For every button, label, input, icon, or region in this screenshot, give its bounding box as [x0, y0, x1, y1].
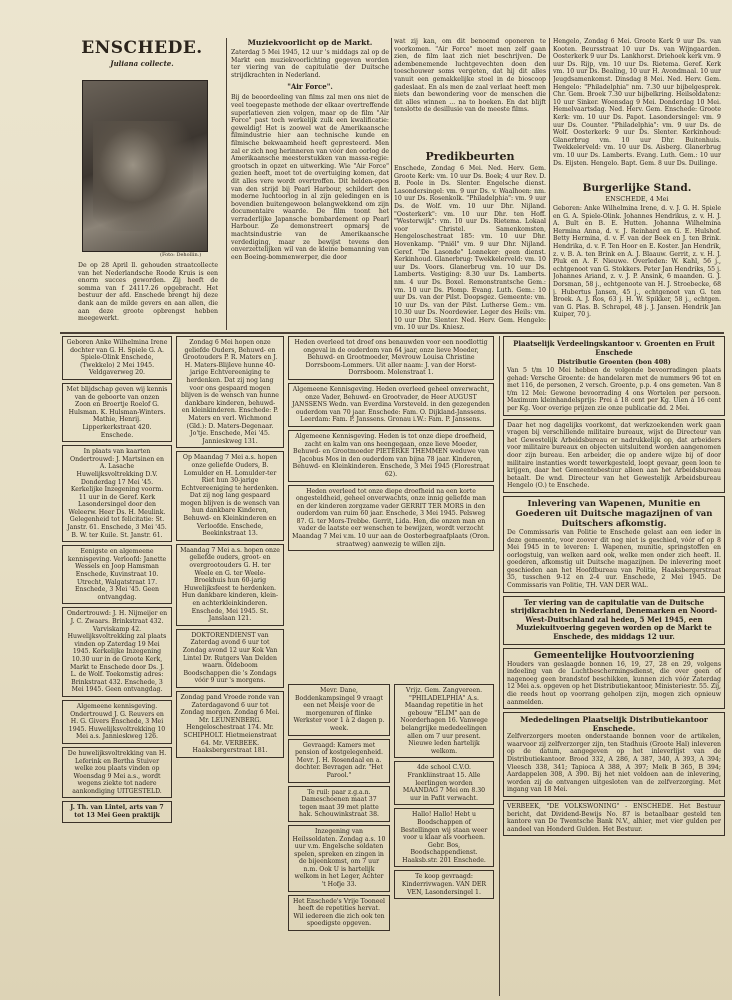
small-ad-shoes-exchange: Te ruil: paar z.g.a.n. Dameschoenen maat 37 tegen maat 39 met platte hak. Schouwinkstraat 38.: [288, 786, 390, 822]
wood-supply-notice: Gemeentelijke Houtvoorziening Houders van geslaagde bonnen 16, 19, 27, 28 en 29, volgens indeeling van de Luchtbeschermingsdienst, die over geen of nagenoeg geen brandstof beschikken, kunnen zich vóór Zaterdag 12 Mei a.s. opgeven op het Distributiekantoor, Ministeriestr. 55. Zij, die reeds hout op voorrang geholpen zijn, mogen zich opnieuw aanmelden.: [503, 648, 725, 710]
engagement-ad: In plaats van kaarten Ondertrouwd: J. Martsinen en A. Lasache Huwelijksvoltrekking D.V. Donderdag 17 Mei '45. Kerkelijke Inzegening voorm. 11 uur in de Geref. Kerk Lasondersingel door den Weleerw. Heer Ds. H. Meulink. Gelegenheid tot felicitatie: St. Janstr. 61. Enschede, 3 Mei '45. B. W. ter Kuile. St. Janstr. 61.: [62, 445, 172, 542]
small-ad-errands: Hallo! Hallo! Hebt u Boodschappen of Bestellingen wij staan weer voor u klaar als voorheen. Gebr. Bos, Boodschappendienst. Haaksb.str. 201 Enschede.: [394, 808, 494, 867]
column-rule: [499, 336, 500, 996]
music-headline: Muziekvoorlicht op de Markt.: [247, 38, 373, 47]
anniversary-ad-ter-weele: Maandag 7 Mei a.s. hopen onze geliefde ouders, groot- en overgrootouders G. H. ter Weele en G. ter Weele-Broekhuis hun 60-jarig Huwelijksfeest te herdenken. Hun dankbare kinderen, klein- en achterkleinkinderen. Enschede, Mei 1945. St. Janslaan 121.: [176, 544, 284, 626]
column-rule: [226, 38, 227, 330]
death-notices-column: [288, 336, 494, 682]
official-notices-column: [503, 336, 725, 996]
death-notice-themmen: Algemeene Kennisgeving. Heden is tot onze diepe droefheid, zacht en kalm van ons heengegaan, onze lieve Moeder, Behuwd- en Grootmoeder PIETERKE THEMMEN weduwe van Jacobus Mos in den ouderdom van bijna 78 jaar. Kinderen, Behuwd- en Kleinkinderen. Enschede, 3 Mei 1945 (Florestraat 62).: [288, 430, 494, 482]
civil-registry-headline: Burgerlijke Stand.: [582, 182, 692, 194]
death-notice-dorrsboom: Heden overleed tot droef ons benauwden voor een noodlottig ongeval in de ouderdom van 64 jaar, onze lieve Moeder, Behuwd- en Grootmoeder, Mevrouw Louisa Christine Dorrsboom-Lommers. Uit aller naam: J. van der Horst-Dorrsboom. Molenstraat 1.: [288, 336, 494, 380]
article-subtitle: Juliana collecte.: [110, 59, 174, 68]
left-ads-column: [62, 336, 172, 996]
small-ad-salvation-army: Inzegening van Heilssoldaten. Zondag a.s. 10 uur v.m. Engelsche soldaten spelen, spreken en zingen in de bijeenkomst, om 7 uur n.m. Ook U is hartelijk welkom in het Leger, Achter 't Hofje 33.: [288, 825, 390, 892]
hengelo-list: Hengelo, Zondag 6 Mei. Groote Kerk 9 uur Ds. van Kooten. Beursstraat 10 uur Ds. van Wijngaarden. Oosterkerk 9 uur Ds. Lankhorst. Driehoek kerk vm. 9 uur Ds. Rijp, vm. 10 uur Ds. Rietema. Geref. Kerk vm. 10 uur Ds. Bealing, 10 uur H. Avondmaal. 10 uur Jeugdsamenkomst. Dinsdag 8 Mei. Ned. Herv. Gem. Hengelo: "Philadelphia" nm. 7.30 uur bijbelgesprek. Chr. Gem. Broek 7.30 uur bijbelkring. Heilsoldatenz: 10 uur Sinker. Woensdag 9 Mei. Donderdag 10 Mei. Hemelvaartsdag. Ned. Herv. Gem. Enschede: Groote Kerk: vm. 10 uur Ds. Papot. Lasondersingel: vm. 9 uur Ds. Counter. "Philadelphia": vm. 9 uur Ds. de Wolf. Oosterkerk: 9 uur Ds. Slenter. Kerkinhoud: Glanerbrug vm. 10 uur Dhr. Buitenhuis. Twekkelerveld: vm. 10 uur Ds. Aisberg. Glanerbrug vm. 10 uur Ds. Lamberts. Evang. Luth. Gem.: 10 uur Ds. Eijsten. Hengelo. Bapt. Gem. 8 uur Ds. Duilinge.: [553, 38, 721, 167]
small-ad-school: 4de school C.V.O. Frankliinstraat 15. Alle leerlingen worden MAANDAG 7 Mei om 8.30 uur in Pafit verwacht.: [394, 761, 494, 805]
anniversary-ad-lomulder: Op Maandag 7 Mei a.s. hopen onze geliefde Ouders, B. Lomulder en H. Lomulder-ter Riet hun 30-jarige Echtvereeniging te herdenken. Dat zij nog lang gespaard mogen blijven is de wensch van hun dankbare Kinderen, Behuwd- en Kleinkinderen en Verloofde. Enschede, Beekinkstraat 13.: [176, 451, 284, 541]
small-ads-right: [394, 684, 494, 996]
labour-office-notice: Daar het nog dagelijks voorkomt, dat werkzoekenden werk gaan vragen bij verschillende militaire bureaux, wijst de Directeur van het Gewestelijk Arbeidsbureau er nadrukkelijk op, dat arbeiders voor militaire bureaux en objecten uitsluitend worden aangenomen door zijn bureau. Een arbeider, die op andere wijze bij of door militaire instanties wordt tewerkgesteld, loopt gevaar, geen loon te krijgen, daar het Gemeentebestuur alleen aan het Arbeidsbureau betaalt. De wnd. Directeur van het Gewestelijk Arbeidsbureau Hengelo (O.) te Enschede.: [503, 419, 725, 493]
birth-thanks-ad: Met blijdschap geven wij kennis van de geboorte van onzen Zoon en Broertje Roelof G. Hulsman. K. Hulsman-Winters. Mathie, Henrij. Lipperkerkstraat 420. Enschede.: [62, 383, 172, 442]
film-review: Bij de beoordeeling van films zal men ons niet de veel toegepaste methode der elkaar overtreffende superlatieven zien volgen, maar op de film "Air Force" past toch werkelijk zulk een kwalificatie: geweldig! Het is zoowel wat de Amerikaansche filmindustrie hier aan technische kunde en filmische bekwaamheid heeft gepresteerd. Men zal er zich nog herinneren van vóór den oorlog de Amerikaansche meesterstukken van massa-regie: grootsch in opzet en uitwerking. Wie "Air Force" gezien heeft, moet tot de overtuiging komen, dat dit alles vere wordt overtroffen. Dit helden-epos van den strijd bij Pearl Harbour, schildert den moderne luchtoorlog in al zijn geledingen en is bovendien buitengewoon belangwekkend om zijn documentaire waarde. De film toont het verraderlijke Japansche bombardement op Pearl Harbour. Ze demonstreert opmarsj de machtsindustrie van de Amerikaansche verdediging, maar ze bewijst tevens den onverzettelijken wil van de kleine bemanning van een Boeing-bommenwerper, die door: [231, 94, 389, 261]
anniversary-ads-column: [176, 336, 284, 996]
midwife-service-ad: Zondag pand Vroede ronde van Zaterdagavond 6 uur tot Zondag morgen. Zondag 6 Mei. Mr. LEUNENBERG. Hengeloschestraat 174. Mr. SCHIPHOLT. Hietmeienstraat 64. Mr. VERBEEK. Haaksbergerstraat 181.: [176, 691, 284, 758]
civil-registry-list: Geboren: Anke Wilhelmina Irene, d. v. J. G. H. Spiele en G. A. Spiele-Olink. Johannes Hendrikus, z. v. H. J. A. Bult en B. E. Hutten. Johanna Wilhelmina Hermina Anna, d. v. J. Reinhard en G. E. Hulshof. Betty Hermina, d. v. F. van der Beek en J. ten Brink. Hendrika, d. v. F. Ten Hoor en E. Koster. Jan Hendrik, z. v. B. A. ten Brink en A. J. Blaauw. Gerrit, z. v. H. J. Pluk en A. F. Nieuwe. Overleden: W. Kahl, 56 j., echtgenoot van G. Stokkers. Peter Jan Hendriks, 55 j. Johannes Ariand, z. v. J. P. Ansink, 6 maanden. G. J. Dorsman, 58 j., echtgenoote van H. J. Stroebecke, 68 j. Hubertus Jansen, 45 j., echtgenoot van G. ten Broek. A. J. Ros, 63 j. H. W. Spikker, 58 j., echtgen. van G. Plas. B. Schrapel, 48 j. J. Jansen. Hendrik Jan Kuiper, 70 j.: [553, 205, 721, 319]
small-ad-theatre: Het Enschede's Vrije Tooneel heeft de repetities hervat. Wil iedereen die zich ook ten spoedigste opgeven.: [288, 895, 390, 931]
section-rule: [60, 332, 724, 334]
sermons-block: [394, 150, 546, 330]
small-ad-choir: Vrijz. Gem. Zangvereen. "PHILADELPHIA" A.s. Maandag repetitie in het gebouw "ELIM" aan de Noorderhagen 16. Vanwege belangrijke mededeelingen allen om 7 uur present. Nieuwe leden hartelijk welkom.: [394, 684, 494, 758]
small-ads-left: [288, 684, 390, 996]
music-article: [231, 38, 389, 330]
music-intro: Zaterdag 5 Mei 1945, 12 uur 's middags zal op de Markt een muziekvoorlichting gegeven worden ter viering van de capitulatie der Duitsche strijdkrachten in Nederland.: [231, 49, 389, 79]
death-notice-ter-mors: Heden overleed tot onze diepe droefheid na een korte ongesteldheid, geheel onverwachts, onze innig geliefde man en der kinderen zorgzame vader GERRIT TER MORS in den ouderdom van ruim 60 jaar. Enschede, 3 Mei 1945. Pelsweg 87. G. ter Mors-Trebbe. Gerrit, Lida. Hen, die onzen man en vader de laatste eer wenschen te bewijzen, wordt verzocht Maandag 7 Mei v.m. 10 uur aan de Oosterbegraafplaats (Oron. straatweg) aanwezig te willen zijn.: [288, 485, 494, 552]
doctor-absence-ad: J. Th. van Lintel, arts van 7 tot 13 Mei Geen praktijk: [62, 801, 172, 822]
general-notice-ad: Algemeene kennisgeving. Ondertrouwd J. G. Reuvers en H. G. Givers Enschede, 3 Mei 1945. Huwelijksvoltrekking 10 Mei a.s. Jannieskweg 126.: [62, 700, 172, 744]
death-notice-janssens: Algemeene Kennisgeving. Heden overleed geheel onverwacht, onze Vader, Behuwd- en Grootvader, de Heer AUGUST JANSSENS Wedn. van Everdina Vorsteveld. in den gezegenden ouderdom van 70 jaar. Enschede: Fam. O. Dijkland-Janssens. Leerdam: Fam. P. Janssens. Gronau i.W.: Fam. P. Janssens.: [288, 383, 494, 427]
wedding-postponed-ad: De huwelijksvoltrekking van H. Leferink en Bertha Stuiver welke zou plaats vinden op Woensdag 9 Mei a.s., wordt wegens ziekte tot nadere aankondiging UITGESTELD.: [62, 747, 172, 799]
doctor-service-ad: DOKTORENDIENST van Zaterdag avond 6 uur tot Zondag avond 12 uur Kok Van Lintel Dr. Rutgers Van Delden waarn. Oldeboom Boodschappen die 's Zondags vóór 9 uur 's morgens.: [176, 629, 284, 688]
column-rule: [391, 38, 392, 330]
weapons-surrender-notice: Inlevering van Wapenen, Munitie en Goederen uit Duitsche magazijnen of van Duitschers afkomstig. De Commissaris van Politie te Enschede gelast aan een ieder in deze gemeente, voor zoover dit nog niet is geschied, vóór of op 8 Mei 1945 in te leveren: I. Wapenen, munitie, springstoffen en oorlogstuig, van welken aard ook, welke men onder zich heeft. II. goederen, afkomstig uit Duitsche magazijnen. De inlevering moet geschieden aan het Hoofdbureau van Politie, Haaksbergerstraat 35, tusschen 9-12 en 2-4 uur. Enschede, 2 Mei 1945. De Commissaris van Politie, TH. VAN DER WAL.: [503, 496, 725, 593]
distribution-office-notice: Mededelingen Plaatselijk Distributiekantoor Enschede. Zelfverzorgers moeten onderstaande bonnen voor de artikelen, waarvoor zij zelfverzorger zijn, ten Stadhuis (Groote Hal) inleveren op de datum, aangegeven op het inleverlijst van de Distributiekantoor. Brood 332, A 286, A 387, 340, A 393, A 394; Vleesch 338, 341; Tapioca A 388, A 397; Melk B 365, B 394; Aardappelen 308, A 390. Bij het niet voldoen aan de inlevering, worden zij de ontvangen uitgesloten van de zelfverzorging. Met ingang van 18 Mei.: [503, 712, 725, 797]
engagement-ad-2: Eenigste en algemeene kennisgeving. Verloofd: Janette Wessels en Joop Hamsman Enschede, Kuvinstraat 10. Utrecht, Walgatstraat 17. Enschede, 3 Mei '45. Geen ontvangdag.: [62, 545, 172, 604]
anniversary-ad-maters: Zondag 6 Mei hopen onze geliefde Ouders, Behuwd- en Grootouders P. R. Maters en J. H. Maters-Blijleve hunne 40-jarige Echtvereeniging te herdenken. Dat zij nog lang voor ons gespaard mogen blijven is de wensch van hunne dankbare kinderen, behuwd- en kleinkinderen. Enschede: P. Maters en verl. Wichmond (Gld.): D. Maters-Degenaar. Jo'tje. Enschede, Mei '45. Jannieskweg 131.: [176, 336, 284, 448]
film-review-continued: [394, 38, 546, 148]
small-ad-maid-wanted: Mevr. Dane, Boddenkampsingel 9 vraagt een net Meisje voor de morgenuren of flinke Werkster voor 1 à 2 dagen p. week.: [288, 684, 390, 736]
wedding-ad: Ondertrouwd: J. H. Nijmeijer en J. C. Zwaars. Brinkstraat 432. Varviskamp 42. Huwelijksvoltrekking zal plaats vinden op Zaterdag 19 Mei 1945. Kerkelijke Inzegening 10.30 uur in de Groote Kerk, Markt te Enschede door Ds. J. L. de Wolf. Toekomstig adres: Brinkstraat 432. Enschede, 3 Mei 1945. Geen ontvangdag.: [62, 607, 172, 697]
capitulation-concert-notice: Ter viering van de capitulatie van de Duitsche strijdkrachten in Nederland, Denemarken en Noord-West-Duitschland zal heden, 5 Mei 1945, een Muziekuitvoering gegeven worden op de Markt te Enschede, des middags 12 uur.: [503, 596, 725, 645]
photo-caption: De op 28 April ll. gehouden straatcollecte van het Nederlandsche Roode Kruis is een enorm succes geworden. Zij heeft de somma van f 24117.26 opgebracht. Het bestuur der afd. Enschede brengt hij deze dank aan de milde gevers en aan allen, die aan deze groote opbrengst hebben meegewerkt.: [78, 262, 218, 323]
sermons-headline: Predikbeurten: [425, 150, 515, 163]
dividend-notice: VERBEEK, "DE VOLKSWONING" - ENSCHEDE. Het Bestuur bericht, dat Dividend-Bewijs No. 87 is betaalbaar gesteld ten kantore van De Twentsche Bank N.V., alhier, met vier gulden per aandeel van Honderd Gulden. Het Bestuur.: [503, 800, 725, 836]
column-rule: [549, 38, 550, 330]
hengelo-sermons: [553, 38, 721, 180]
small-ad-pram-wanted: Te koop gevraagd: Kinderrivwagen. VAN DER VEN, Lasondersingel 1.: [394, 870, 494, 899]
page-title: ENSCHEDE.: [81, 38, 203, 58]
birth-ad: Geboren Anke Wilhelmina Irene dochter van G. H. Spiele G. A. Spiele-Olink Enschede, (Twekkelo) 2 Mei 1945. Veldgaverweg 20.: [62, 336, 172, 380]
civil-registry-date: ENSCHEDE, 4 Mei: [605, 195, 669, 203]
film-headline: "Air Force".: [287, 82, 333, 92]
sermons-list: Enschede, Zondag 6 Mei. Ned. Herv. Gem. Groote Kerk: vm. 10 uur Ds. Boek; 4 uur Rev. D. B. Poole in Ds. Slenter. Engelsche dienst. Lasondersingel: vm. 9 uur Ds. v. Waalhoen: nm. 10 uur Ds. Rosenkolk. "Philadelphia": vm. 9 uur Ds. de Wolf. vm. 10 uur Dhr. Nijland. "Oosterkerk": vm. 10 uur Dhr. ten Hoff. "Westerwijk": vm. 10 uur Ds. Rietema. Lokaal voor Christel. Samenkomsten, Hengeloschestraat 185: vm. 10 uur Dhr. Hovenkamp. "Pniël" vm. 9 uur Dhr. Nijland. Geref. "De Lasonde" Lonneker: geen dienst. Kerkinhoud. Glanerbrug: Twekkelerveld: vm. 10 uur Ds. Voors. Glanerbrug vm. 10 uur Ds. Lamberts. Vestiging: 8.30 uur Ds. Lamberts. nm. 4 uur Ds. Boxel. Remonstrantsche Gem.: vm. 10 uur Ds. Plomp. Evang. Luth. Gem.: 10 uur Ds. van der Pilst. Doopsgez. Gemeente: vm. 10 uur Ds. van der Pilst. Lutherse Gem.: vm. 10.30 uur Ds. Noordewier. Leger des Heils: vm. 10 uur Dhr. Slenter. Ned. Herv. Gem. Hengelo: vm. 10 uur Ds. Kniesz.: [394, 165, 546, 330]
film-review-end: wat zij kan, om dit benoemd oponeren te voorkomen. "Air Force" moet men zelf gaan zien, de film laat zich niet beschrijven. De adembenemende luchtgevechten doen den toeschouwer soms vergeten, dat hij dit alles vanuit een gemakkelijke stoel in de bioscoop gadeslaat. En als men de zaal verlaat heeft men niets dan bewondering voor de menschen die dit alles winnen ... na to boeken. En dat blijft tenslotte de desillusie van de meeste films.: [394, 38, 546, 114]
vegetables-distribution-notice: Plaatselijk Verdeelingskantoor v. Groenten en Fruit Enschede Distributie Groenten (bon 408) Van 5 t/m 10 Mei hebben de volgende bevoorradingen plaats gehad: Versche Groente: de handelaren met de nummers 96 tot en met 116, de personen, 2 versch. Groente, p.p. 4 ons gemeten. Van 8 t/m 12 Mei: Gewone bevoorrading 4 ons Wortelen per persoon. Maximum kleinhandelsprijs: Prei á 18 cent per Kg. Uien á 16 cent per Kg. Voor overige prijzen zie onze publicatie dd. 2 Mei.: [503, 336, 725, 416]
photo-credit: (Foto: Dehollin.): [160, 252, 202, 258]
civil-registry: [553, 182, 721, 330]
news-photo: [82, 80, 208, 252]
small-ad-rooms-wanted: Gevraagd: Kamers met pension of kostgelegenheid. Mevr. J. H. Rosendaal en a. dochter. Bevragen adr. "Het Parool.": [288, 739, 390, 783]
